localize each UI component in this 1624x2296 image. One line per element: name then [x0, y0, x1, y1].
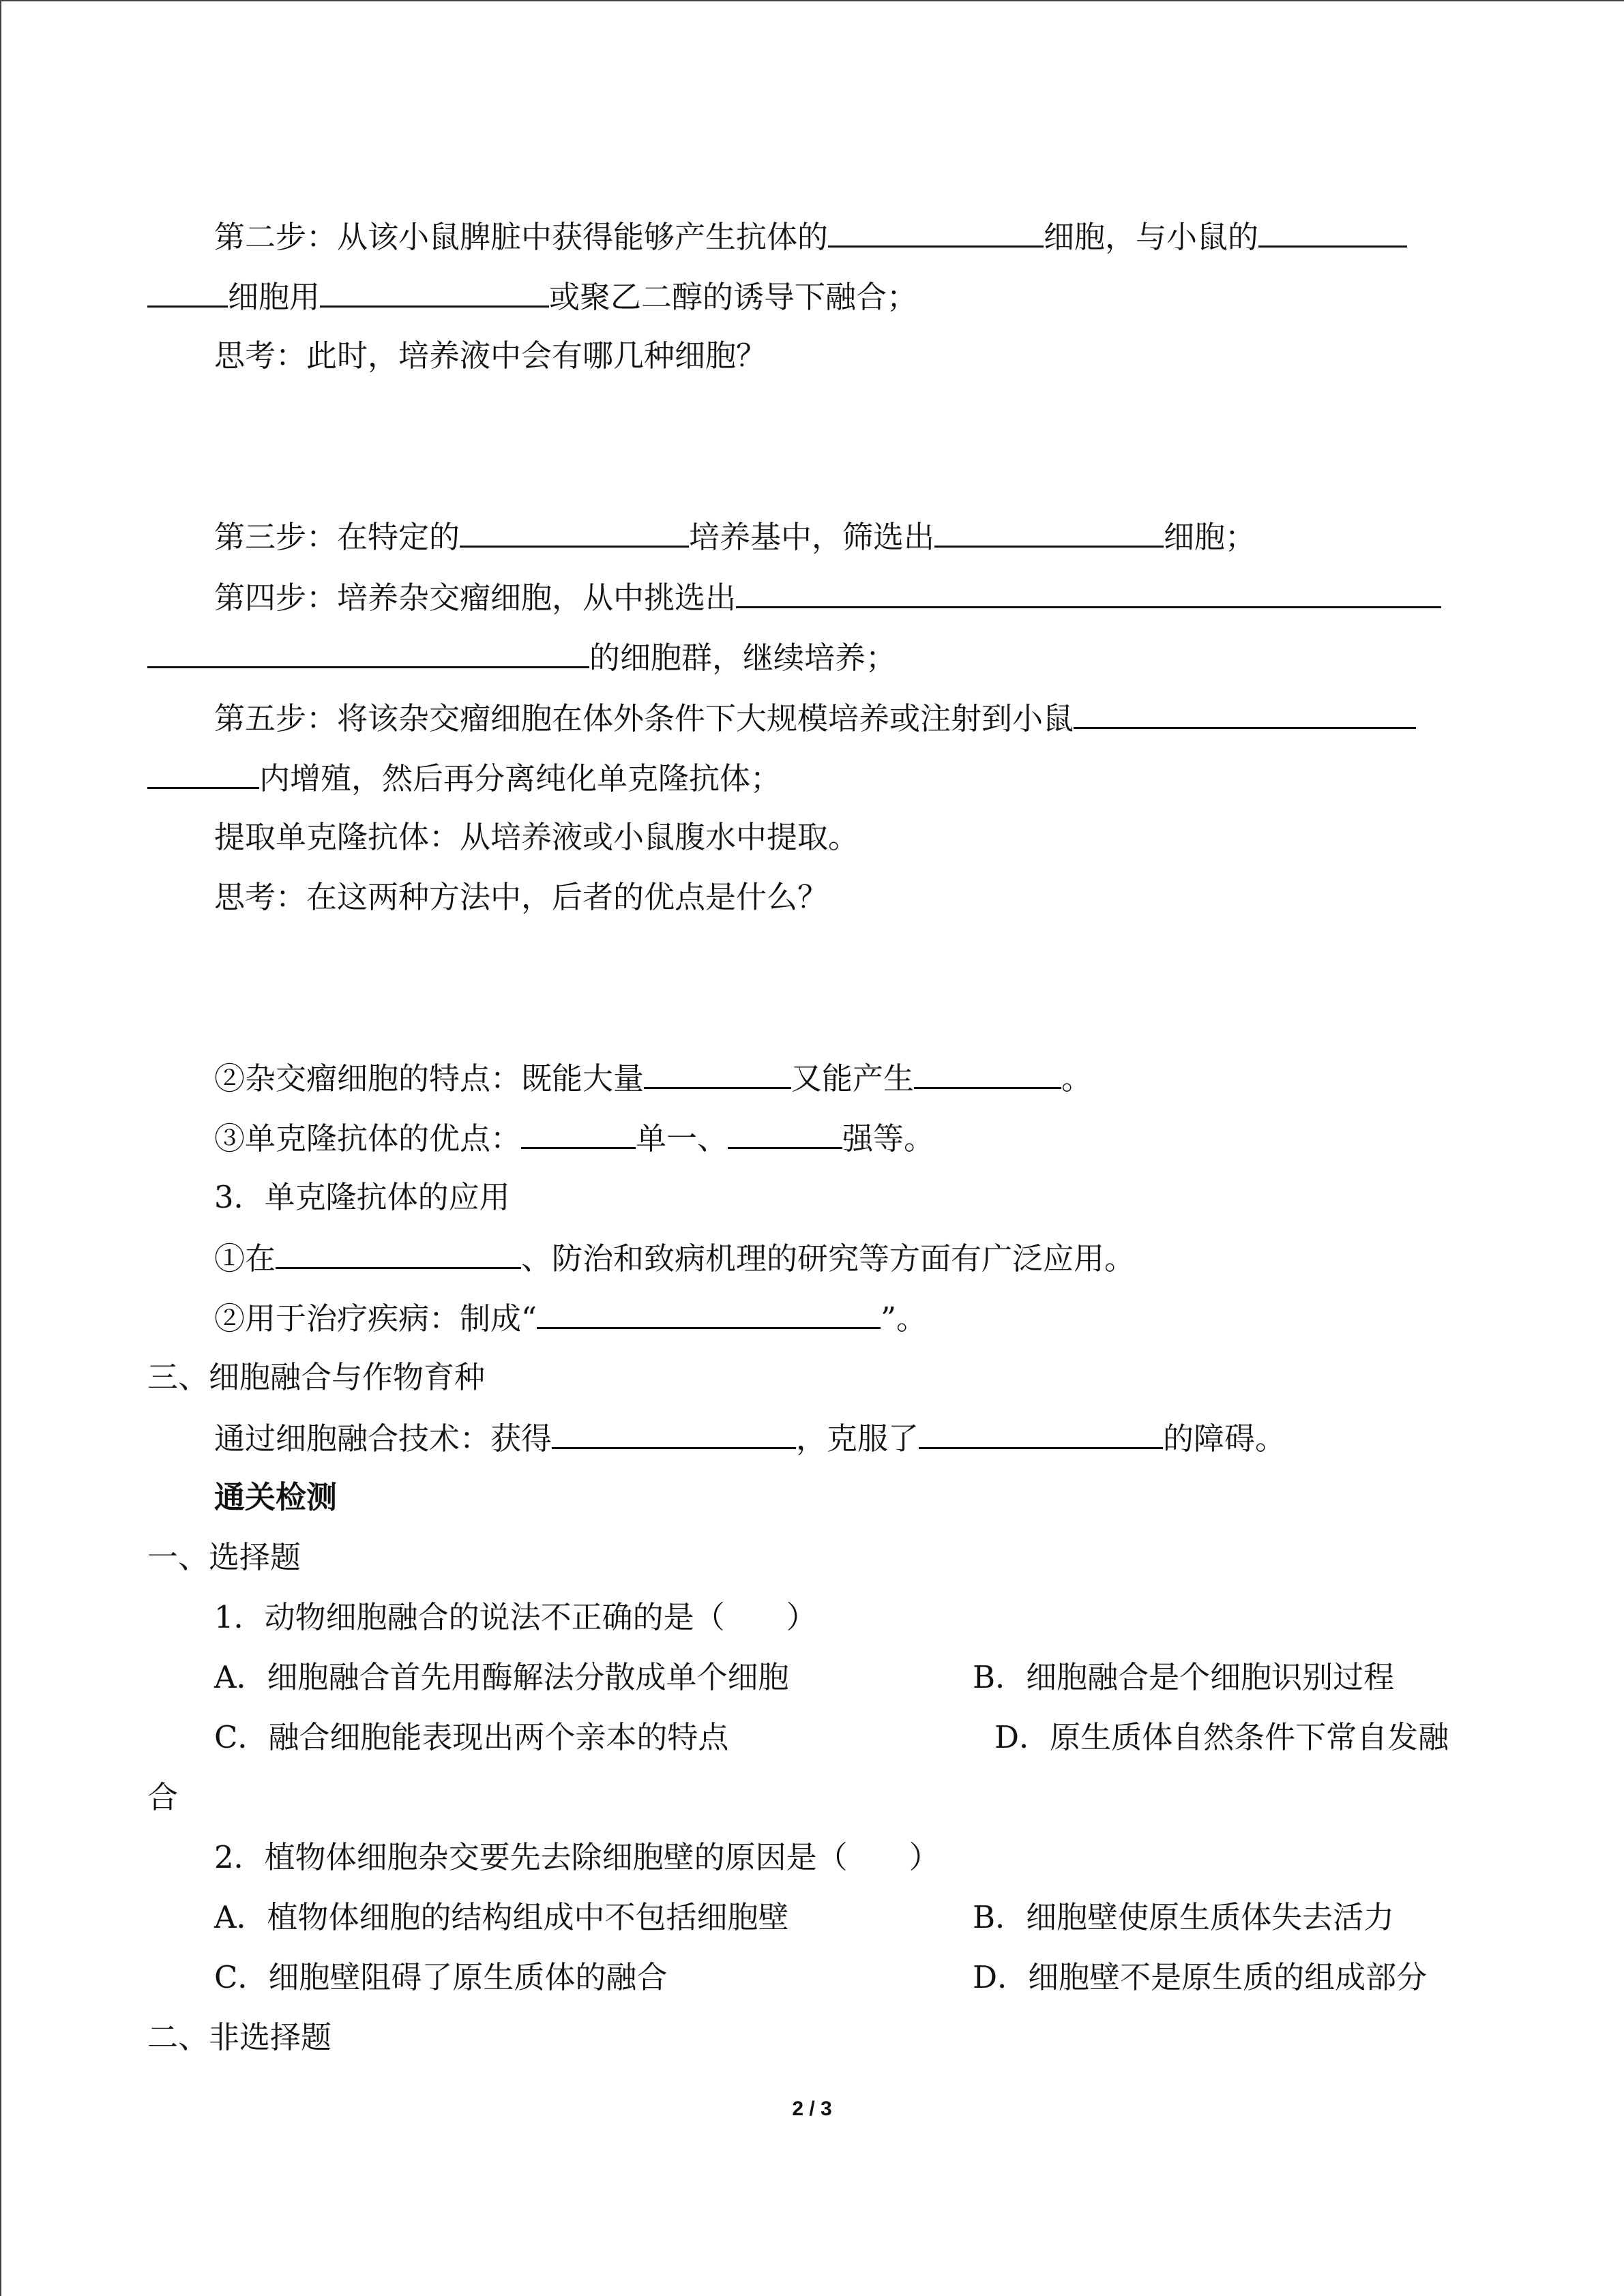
section3-heading: 三、细胞融合与作物育种: [147, 1359, 486, 1395]
mab-adv-text-c: 强等。: [842, 1120, 935, 1157]
blank-inducer[interactable]: [320, 275, 549, 308]
app2-text-b: ”。: [881, 1300, 928, 1337]
blank-diagnosis[interactable]: [276, 1237, 521, 1269]
q2-stem: 2．植物体细胞杂交要先去除细胞壁的原因是（ ）: [214, 1839, 940, 1875]
mab-adv-text-b: 单一、: [636, 1120, 728, 1157]
mab-adv-line: [214, 1117, 934, 1159]
q2-option-b[interactable]: B．细胞壁使原生质体失去活力: [973, 1899, 1395, 1935]
blank-cell-group-part2[interactable]: [147, 636, 589, 668]
step2-text-c: 细胞用: [228, 279, 321, 315]
step3-text-b: 培养基中，筛选出: [689, 519, 935, 555]
blank-antibody-cell[interactable]: [828, 215, 1044, 248]
q1-option-d-continued: 合: [147, 1779, 179, 1815]
choice-heading: 一、选择题: [147, 1539, 301, 1575]
q2-option-d[interactable]: D．细胞壁不是原生质的组成部分: [973, 1959, 1428, 1995]
q1-option-d[interactable]: D．原生质体自然条件下常自发融: [994, 1719, 1449, 1755]
app-title: 3．单克隆抗体的应用: [214, 1179, 510, 1215]
step5-text-b: 内增殖，然后再分离纯化单克隆抗体；: [259, 760, 782, 796]
hybridoma-text-c: 。: [1061, 1060, 1093, 1097]
step2-text-a: 第二步：从该小鼠脾脏中获得能够产生抗体的: [214, 219, 829, 255]
blank-hybrid-plant[interactable]: [552, 1417, 796, 1449]
blank-produce[interactable]: [914, 1057, 1061, 1089]
blank-proliferate[interactable]: [644, 1057, 791, 1089]
q1-stem: 1．动物细胞融合的说法不正确的是（ ）: [214, 1599, 817, 1635]
q1-option-c[interactable]: C．融合细胞能表现出两个亲本的特点: [214, 1719, 729, 1755]
breeding-text-a: 通过细胞融合技术：获得: [214, 1420, 552, 1457]
nonchoice-heading: 二、非选择题: [147, 2019, 332, 2055]
step2-text-b: 细胞，与小鼠的: [1044, 219, 1259, 255]
blank-specificity[interactable]: [521, 1117, 636, 1149]
step2-text-d: 或聚乙二醇的诱导下融合；: [549, 279, 918, 315]
step4-text-a: 第四步：培养杂交瘤细胞，从中挑选出: [214, 580, 737, 616]
step3-line: [214, 516, 1256, 558]
hybridoma-line: [214, 1057, 1092, 1099]
think2: 思考：在这两种方法中，后者的优点是什么？: [214, 879, 829, 915]
app2-line: [214, 1297, 927, 1339]
mab-adv-text-a: ③单克隆抗体的优点：: [214, 1120, 522, 1157]
breeding-text-c: 的障碍。: [1163, 1420, 1286, 1457]
step5-text-a: 第五步：将该杂交瘤细胞在体外条件下大规模培养或注射到小鼠: [214, 700, 1074, 736]
app1-line: [214, 1237, 1135, 1279]
blank-mouse-cell-part1[interactable]: [1258, 215, 1407, 248]
app2-text-a: ②用于治疗疾病：制成“: [214, 1300, 537, 1337]
blank-mouse-cell-part2[interactable]: [147, 275, 228, 308]
app1-text-b: 、防治和致病机理的研究等方面有广泛应用。: [521, 1240, 1136, 1277]
step3-text-a: 第三步：在特定的: [214, 519, 460, 555]
breeding-text-b: ，克服了: [796, 1420, 919, 1457]
blank-mouse-site-part2[interactable]: [147, 757, 259, 789]
q2-option-a[interactable]: A．植物体细胞的结构组成中不包括细胞壁: [214, 1899, 789, 1935]
step4-line2: [147, 636, 896, 679]
blank-barrier[interactable]: [919, 1417, 1163, 1449]
q1-option-a[interactable]: A．细胞融合首先用酶解法分散成单个细胞: [214, 1659, 789, 1695]
breeding-line: [214, 1417, 1286, 1459]
step2-line1: [214, 215, 1407, 258]
step4-line1: [214, 576, 1441, 618]
blank-mouse-site-part1[interactable]: [1074, 697, 1416, 729]
blank-cell-group-part1[interactable]: [736, 576, 1441, 608]
blank-sensitivity[interactable]: [728, 1117, 842, 1149]
think1: 思考：此时，培养液中会有哪几种细胞？: [214, 338, 767, 374]
blank-selective-medium[interactable]: [460, 516, 689, 548]
step3-text-c: 细胞；: [1164, 519, 1256, 555]
step4-text-b: 的细胞群，继续培养；: [589, 640, 897, 676]
blank-selected-cell[interactable]: [934, 516, 1164, 548]
q2-option-c[interactable]: C．细胞壁阻碍了原生质体的融合: [214, 1959, 668, 1995]
blank-missile[interactable]: [537, 1297, 881, 1329]
hybridoma-text-a: ②杂交瘤细胞的特点：既能大量: [214, 1060, 645, 1097]
app1-text-a: ①在: [214, 1240, 276, 1277]
page-number: 2 / 3: [792, 2098, 832, 2120]
hybridoma-text-b: 又能产生: [791, 1060, 915, 1097]
q1-option-b[interactable]: B．细胞融合是个细胞识别过程: [973, 1659, 1395, 1695]
extract-line: 提取单克隆抗体：从培养液或小鼠腹水中提取。: [214, 819, 859, 855]
step5-line2: [147, 757, 781, 799]
step5-line1: [214, 697, 1416, 739]
test-title: 通关检测: [214, 1479, 338, 1515]
step2-line2: [147, 275, 917, 318]
